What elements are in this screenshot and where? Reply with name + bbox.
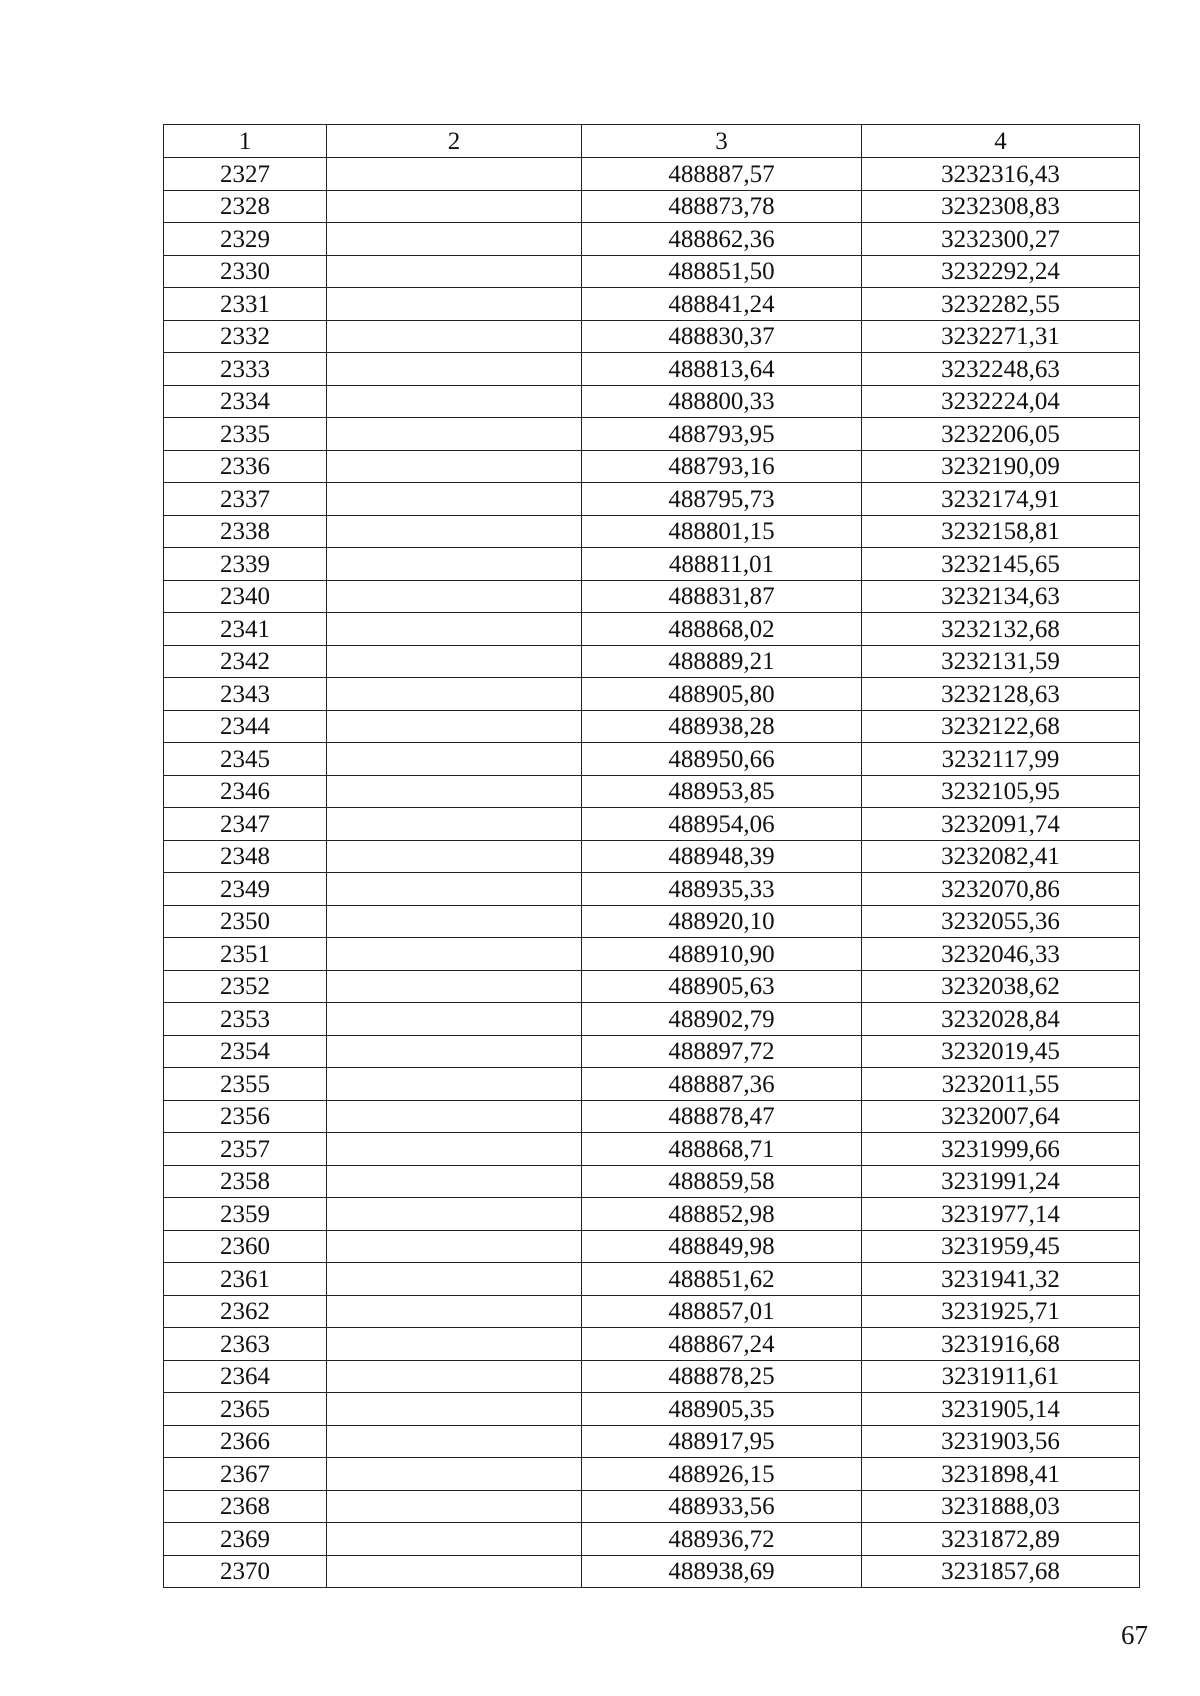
y-coordinate-cell: 3232145,65 (862, 548, 1140, 581)
y-coordinate-cell: 3231857,68 (862, 1555, 1140, 1588)
point-number-cell: 2358 (164, 1165, 327, 1198)
description-cell (327, 483, 582, 516)
y-coordinate-cell: 3232082,41 (862, 840, 1140, 873)
point-number-cell: 2337 (164, 483, 327, 516)
x-coordinate-cell: 488813,64 (582, 353, 862, 386)
table-row (164, 710, 1140, 743)
point-number-cell: 2342 (164, 645, 327, 678)
y-coordinate-cell: 3232292,24 (862, 255, 1140, 288)
description-cell (327, 1165, 582, 1198)
point-number-cell: 2347 (164, 808, 327, 841)
point-number-cell: 2369 (164, 1523, 327, 1556)
table-row (164, 1100, 1140, 1133)
point-number-cell: 2334 (164, 385, 327, 418)
description-cell (327, 1295, 582, 1328)
y-coordinate-cell: 3232248,63 (862, 353, 1140, 386)
table-row (164, 970, 1140, 1003)
x-coordinate-cell: 488889,21 (582, 645, 862, 678)
x-coordinate-cell: 488938,28 (582, 710, 862, 743)
x-coordinate-cell: 488878,25 (582, 1360, 862, 1393)
y-coordinate-cell: 3231911,61 (862, 1360, 1140, 1393)
table-row (164, 255, 1140, 288)
x-coordinate-cell: 488857,01 (582, 1295, 862, 1328)
point-number-cell: 2335 (164, 418, 327, 451)
y-coordinate-cell: 3232011,55 (862, 1068, 1140, 1101)
description-cell (327, 808, 582, 841)
description-cell (327, 905, 582, 938)
table-row (164, 1458, 1140, 1491)
point-number-cell: 2367 (164, 1458, 327, 1491)
table-row (164, 1165, 1140, 1198)
description-cell (327, 320, 582, 353)
description-cell (327, 1230, 582, 1263)
table-row (164, 1523, 1140, 1556)
table-row (164, 1068, 1140, 1101)
x-coordinate-cell: 488868,71 (582, 1133, 862, 1166)
description-cell (327, 353, 582, 386)
point-number-cell: 2365 (164, 1393, 327, 1426)
description-cell (327, 873, 582, 906)
point-number-cell: 2351 (164, 938, 327, 971)
column-header-1: 1 (164, 125, 327, 158)
description-cell (327, 970, 582, 1003)
table-row (164, 1035, 1140, 1068)
y-coordinate-cell: 3231905,14 (862, 1393, 1140, 1426)
column-header-4: 4 (862, 125, 1140, 158)
x-coordinate-cell: 488841,24 (582, 288, 862, 321)
table-row (164, 873, 1140, 906)
point-number-cell: 2353 (164, 1003, 327, 1036)
x-coordinate-cell: 488859,58 (582, 1165, 862, 1198)
point-number-cell: 2349 (164, 873, 327, 906)
x-coordinate-cell: 488950,66 (582, 743, 862, 776)
y-coordinate-cell: 3232091,74 (862, 808, 1140, 841)
table-row (164, 158, 1140, 191)
table-row (164, 1263, 1140, 1296)
y-coordinate-cell: 3232055,36 (862, 905, 1140, 938)
point-number-cell: 2361 (164, 1263, 327, 1296)
table-row (164, 1393, 1140, 1426)
description-cell (327, 548, 582, 581)
y-coordinate-cell: 3232117,99 (862, 743, 1140, 776)
x-coordinate-cell: 488873,78 (582, 190, 862, 223)
x-coordinate-cell: 488897,72 (582, 1035, 862, 1068)
point-number-cell: 2364 (164, 1360, 327, 1393)
point-number-cell: 2352 (164, 970, 327, 1003)
description-cell (327, 190, 582, 223)
x-coordinate-cell: 488887,57 (582, 158, 862, 191)
y-coordinate-cell: 3232300,27 (862, 223, 1140, 256)
table-row (164, 580, 1140, 613)
y-coordinate-cell: 3232046,33 (862, 938, 1140, 971)
y-coordinate-cell: 3232131,59 (862, 645, 1140, 678)
description-cell (327, 288, 582, 321)
x-coordinate-cell: 488862,36 (582, 223, 862, 256)
point-number-cell: 2332 (164, 320, 327, 353)
x-coordinate-cell: 488867,24 (582, 1328, 862, 1361)
table-row (164, 385, 1140, 418)
table-row (164, 1360, 1140, 1393)
y-coordinate-cell: 3232190,09 (862, 450, 1140, 483)
x-coordinate-cell: 488849,98 (582, 1230, 862, 1263)
y-coordinate-cell: 3232158,81 (862, 515, 1140, 548)
x-coordinate-cell: 488905,80 (582, 678, 862, 711)
point-number-cell: 2338 (164, 515, 327, 548)
x-coordinate-cell: 488811,01 (582, 548, 862, 581)
description-cell (327, 515, 582, 548)
point-number-cell: 2363 (164, 1328, 327, 1361)
point-number-cell: 2336 (164, 450, 327, 483)
y-coordinate-cell: 3232007,64 (862, 1100, 1140, 1133)
table-body (164, 125, 1140, 1588)
y-coordinate-cell: 3232174,91 (862, 483, 1140, 516)
table-row (164, 1295, 1140, 1328)
description-cell (327, 1555, 582, 1588)
table-row (164, 515, 1140, 548)
x-coordinate-cell: 488936,72 (582, 1523, 862, 1556)
description-cell (327, 710, 582, 743)
description-cell (327, 840, 582, 873)
x-coordinate-cell: 488852,98 (582, 1198, 862, 1231)
y-coordinate-cell: 3232271,31 (862, 320, 1140, 353)
y-coordinate-cell: 3232282,55 (862, 288, 1140, 321)
table-row (164, 1555, 1140, 1588)
description-cell (327, 1523, 582, 1556)
x-coordinate-cell: 488953,85 (582, 775, 862, 808)
description-cell (327, 385, 582, 418)
point-number-cell: 2343 (164, 678, 327, 711)
x-coordinate-cell: 488878,47 (582, 1100, 862, 1133)
x-coordinate-cell: 488935,33 (582, 873, 862, 906)
y-coordinate-cell: 3232122,68 (862, 710, 1140, 743)
point-number-cell: 2356 (164, 1100, 327, 1133)
x-coordinate-cell: 488920,10 (582, 905, 862, 938)
y-coordinate-cell: 3231959,45 (862, 1230, 1140, 1263)
x-coordinate-cell: 488917,95 (582, 1425, 862, 1458)
description-cell (327, 1425, 582, 1458)
x-coordinate-cell: 488851,50 (582, 255, 862, 288)
point-number-cell: 2368 (164, 1490, 327, 1523)
description-cell (327, 1068, 582, 1101)
table-row (164, 450, 1140, 483)
point-number-cell: 2366 (164, 1425, 327, 1458)
x-coordinate-cell: 488938,69 (582, 1555, 862, 1588)
column-header-2: 2 (327, 125, 582, 158)
x-coordinate-cell: 488887,36 (582, 1068, 862, 1101)
y-coordinate-cell: 3232308,83 (862, 190, 1140, 223)
point-number-cell: 2345 (164, 743, 327, 776)
table-row (164, 775, 1140, 808)
table-row (164, 808, 1140, 841)
y-coordinate-cell: 3231898,41 (862, 1458, 1140, 1491)
table-row (164, 1133, 1140, 1166)
table-row (164, 743, 1140, 776)
point-number-cell: 2330 (164, 255, 327, 288)
description-cell (327, 1490, 582, 1523)
y-coordinate-cell: 3232028,84 (862, 1003, 1140, 1036)
table-row (164, 938, 1140, 971)
point-number-cell: 2331 (164, 288, 327, 321)
description-cell (327, 1360, 582, 1393)
table-row (164, 223, 1140, 256)
point-number-cell: 2354 (164, 1035, 327, 1068)
point-number-cell: 2348 (164, 840, 327, 873)
y-coordinate-cell: 3232132,68 (862, 613, 1140, 646)
x-coordinate-cell: 488830,37 (582, 320, 862, 353)
table-row (164, 288, 1140, 321)
table-row (164, 1328, 1140, 1361)
table-row (164, 483, 1140, 516)
description-cell (327, 1263, 582, 1296)
description-cell (327, 1035, 582, 1068)
description-cell (327, 223, 582, 256)
description-cell (327, 450, 582, 483)
table-row (164, 353, 1140, 386)
x-coordinate-cell: 488926,15 (582, 1458, 862, 1491)
point-number-cell: 2360 (164, 1230, 327, 1263)
point-number-cell: 2357 (164, 1133, 327, 1166)
y-coordinate-cell: 3232038,62 (862, 970, 1140, 1003)
table-row (164, 320, 1140, 353)
description-cell (327, 255, 582, 288)
y-coordinate-cell: 3231872,89 (862, 1523, 1140, 1556)
table-row (164, 678, 1140, 711)
table-row (164, 645, 1140, 678)
description-cell (327, 938, 582, 971)
y-coordinate-cell: 3232105,95 (862, 775, 1140, 808)
table-row (164, 1198, 1140, 1231)
coordinates-table (163, 124, 1140, 1588)
y-coordinate-cell: 3231977,14 (862, 1198, 1140, 1231)
table-row (164, 1230, 1140, 1263)
point-number-cell: 2340 (164, 580, 327, 613)
y-coordinate-cell: 3232019,45 (862, 1035, 1140, 1068)
y-coordinate-cell: 3231903,56 (862, 1425, 1140, 1458)
x-coordinate-cell: 488902,79 (582, 1003, 862, 1036)
y-coordinate-cell: 3232316,43 (862, 158, 1140, 191)
point-number-cell: 2328 (164, 190, 327, 223)
point-number-cell: 2370 (164, 1555, 327, 1588)
table-row (164, 548, 1140, 581)
table-row (164, 418, 1140, 451)
table-row (164, 190, 1140, 223)
x-coordinate-cell: 488793,95 (582, 418, 862, 451)
table-row (164, 840, 1140, 873)
x-coordinate-cell: 488910,90 (582, 938, 862, 971)
x-coordinate-cell: 488954,06 (582, 808, 862, 841)
column-header-3: 3 (582, 125, 862, 158)
description-cell (327, 158, 582, 191)
description-cell (327, 645, 582, 678)
x-coordinate-cell: 488948,39 (582, 840, 862, 873)
table-row (164, 905, 1140, 938)
point-number-cell: 2344 (164, 710, 327, 743)
table-row (164, 1003, 1140, 1036)
x-coordinate-cell: 488868,02 (582, 613, 862, 646)
page-number: 67 (1121, 1620, 1148, 1650)
table-row (164, 613, 1140, 646)
y-coordinate-cell: 3232128,63 (862, 678, 1140, 711)
point-number-cell: 2362 (164, 1295, 327, 1328)
table-header-row (164, 125, 1140, 158)
description-cell (327, 678, 582, 711)
description-cell (327, 1100, 582, 1133)
x-coordinate-cell: 488851,62 (582, 1263, 862, 1296)
y-coordinate-cell: 3231925,71 (862, 1295, 1140, 1328)
point-number-cell: 2327 (164, 158, 327, 191)
description-cell (327, 1458, 582, 1491)
y-coordinate-cell: 3231888,03 (862, 1490, 1140, 1523)
y-coordinate-cell: 3232134,63 (862, 580, 1140, 613)
point-number-cell: 2339 (164, 548, 327, 581)
y-coordinate-cell: 3232224,04 (862, 385, 1140, 418)
description-cell (327, 1393, 582, 1426)
x-coordinate-cell: 488831,87 (582, 580, 862, 613)
description-cell (327, 1133, 582, 1166)
description-cell (327, 1198, 582, 1231)
y-coordinate-cell: 3232070,86 (862, 873, 1140, 906)
y-coordinate-cell: 3231941,32 (862, 1263, 1140, 1296)
y-coordinate-cell: 3231916,68 (862, 1328, 1140, 1361)
x-coordinate-cell: 488905,63 (582, 970, 862, 1003)
x-coordinate-cell: 488905,35 (582, 1393, 862, 1426)
description-cell (327, 580, 582, 613)
y-coordinate-cell: 3232206,05 (862, 418, 1140, 451)
point-number-cell: 2355 (164, 1068, 327, 1101)
x-coordinate-cell: 488801,15 (582, 515, 862, 548)
x-coordinate-cell: 488800,33 (582, 385, 862, 418)
x-coordinate-cell: 488793,16 (582, 450, 862, 483)
description-cell (327, 775, 582, 808)
point-number-cell: 2341 (164, 613, 327, 646)
x-coordinate-cell: 488933,56 (582, 1490, 862, 1523)
table-row (164, 1425, 1140, 1458)
description-cell (327, 743, 582, 776)
description-cell (327, 418, 582, 451)
description-cell (327, 613, 582, 646)
table-row (164, 1490, 1140, 1523)
description-cell (327, 1003, 582, 1036)
point-number-cell: 2346 (164, 775, 327, 808)
description-cell (327, 1328, 582, 1361)
point-number-cell: 2359 (164, 1198, 327, 1231)
y-coordinate-cell: 3231991,24 (862, 1165, 1140, 1198)
point-number-cell: 2329 (164, 223, 327, 256)
x-coordinate-cell: 488795,73 (582, 483, 862, 516)
point-number-cell: 2350 (164, 905, 327, 938)
y-coordinate-cell: 3231999,66 (862, 1133, 1140, 1166)
point-number-cell: 2333 (164, 353, 327, 386)
